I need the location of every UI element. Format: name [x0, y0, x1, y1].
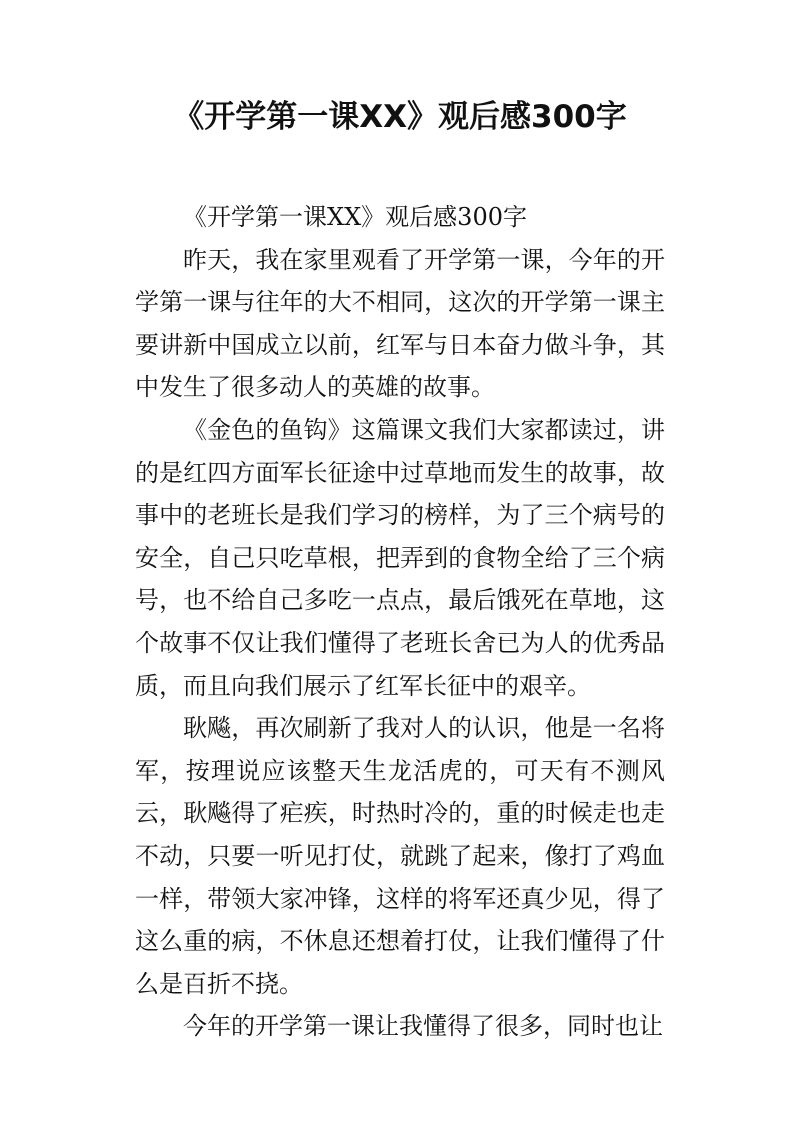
- document-title: 《开学第一课XX》观后感300字: [173, 99, 627, 135]
- paragraph-3: 耿飚，再次刷新了我对人的认识，他是一名将军，按理说应该整天生龙活虎的，可天有不测风云，耿飚得了疟疾，时热时冷的，重的时候走也走不动，只要一听见打仗，就跳了起来，像打了鸡血一样，带领大家冲锋，这样的将军还真少见，得了这么重的病，不休息还想着打仗，让我们懂得了什么是百折不挠。: [135, 714, 665, 998]
- paragraph-1: 昨天，我在家里观看了开学第一课，今年的开学第一课与往年的大不相同，这次的开学第一课主要讲新中国成立以前，红军与日本奋力做斗争，其中发生了很多动人的英雄的故事。: [135, 245, 665, 402]
- paragraph-4: 今年的开学第一课让我懂得了很多，同时也让: [183, 1012, 663, 1041]
- paragraph-heading-repeat: 《开学第一课XX》观后感300字: [183, 203, 527, 231]
- document-body: [135, 196, 665, 1048]
- paragraph-2: 《金色的鱼钩》这篇课文我们大家都读过，讲的是红四方面军长征途中过草地而发生的故事，故事中的老班长是我们学习的榜样，为了三个病号的安全，自己只吃草根，把弄到的食物全给了三个病号，也不给自己多吃一点点，最后饿死在草地，这个故事不仅让我们懂得了老班长舍已为人的优秀品质，而且向我们展示了红军长征中的艰辛。: [135, 415, 665, 700]
